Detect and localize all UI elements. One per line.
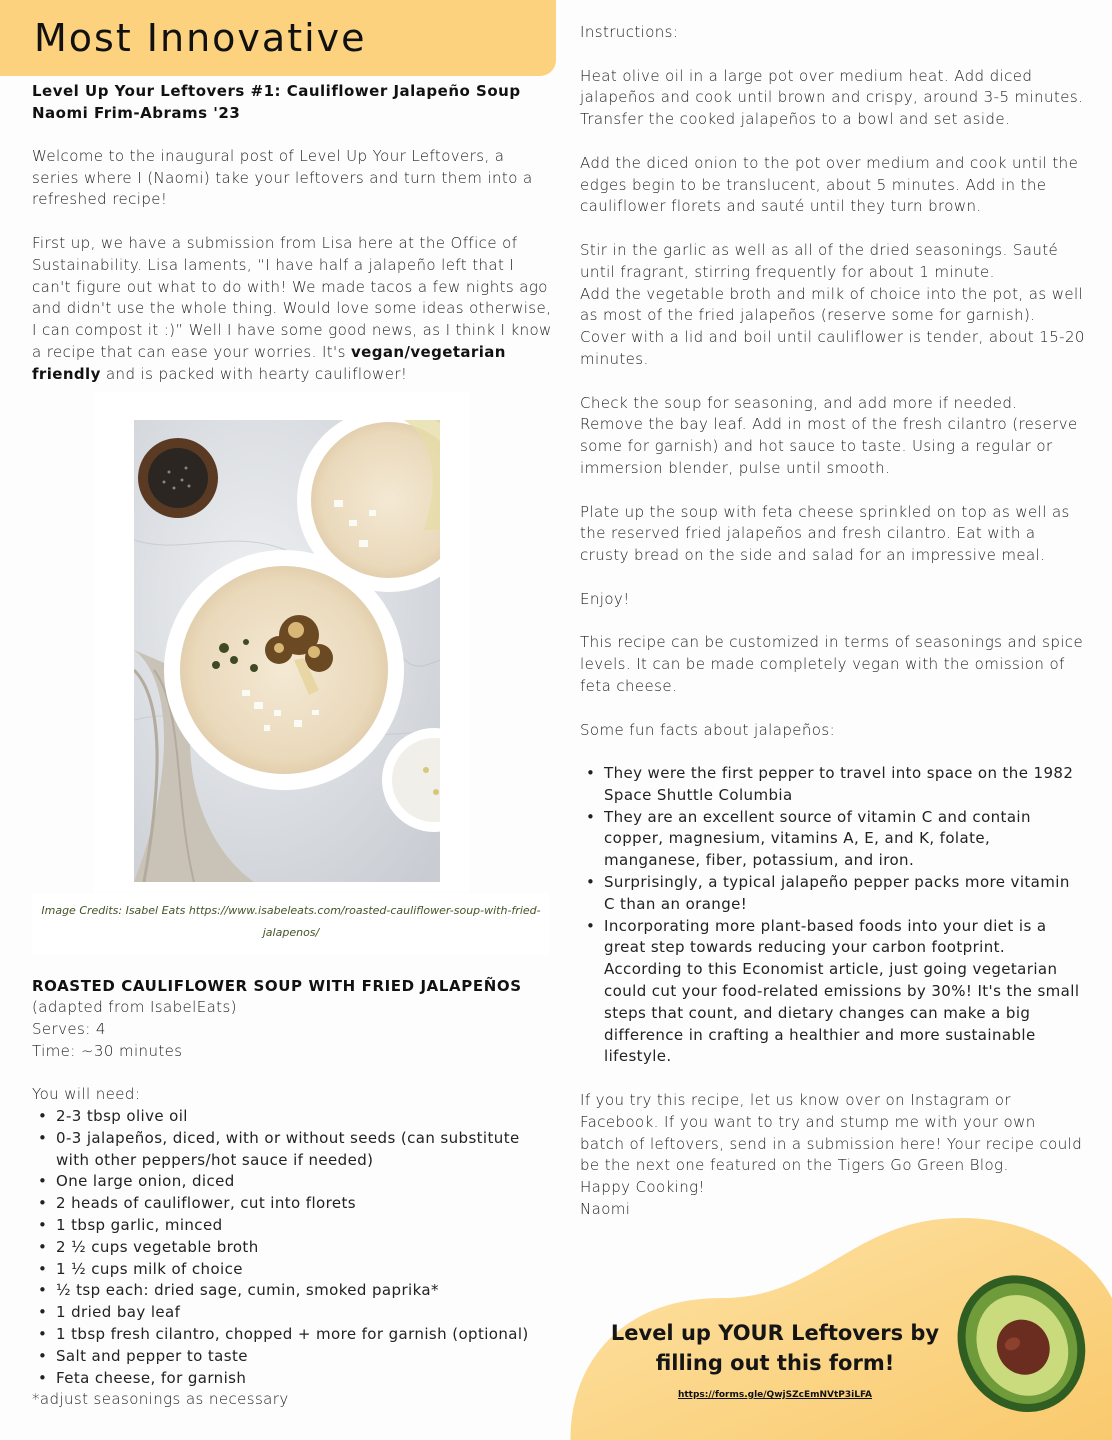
- facts-list: [580, 763, 1085, 1068]
- recipe-section: [32, 975, 557, 1411]
- intro-paragraph: Welcome to the inaugural post of Level Up Your Leftovers, a series where I (Naomi) take your leftovers and turn them into a refreshed recipe!: [32, 146, 533, 209]
- seasoning-note: *adjust seasonings as necessary: [32, 1390, 289, 1409]
- recipe-title: ROASTED CAULIFLOWER SOUP WITH FRIED JALAPEÑOS: [32, 977, 522, 995]
- recipe-time: Time: ~30 minutes: [32, 1041, 183, 1060]
- fact-item: • They were the first pepper to travel into space on the 1982 Space Shuttle Columbia: [580, 763, 1085, 807]
- ingredient-item: • 1 tbsp garlic, minced: [32, 1215, 557, 1237]
- enjoy-text: Enjoy!: [580, 589, 630, 608]
- happy-cooking: Happy Cooking!: [580, 1178, 705, 1197]
- facts-label: Some fun facts about jalapeños:: [580, 720, 836, 739]
- ingredient-item: • 1 tbsp fresh cilantro, chopped + more for garnish (optional): [32, 1324, 557, 1346]
- vegan-highlight: vegan/vegetarian friendly: [32, 342, 506, 383]
- ingredients-label: You will need:: [32, 1085, 141, 1104]
- submission-paragraph: [32, 233, 552, 386]
- cta-heading: [610, 1318, 940, 1378]
- form-link[interactable]: https://forms.gle/QwjSZcEmNVtP3iLFA: [677, 1390, 873, 1400]
- ingredient-item: • 2-3 tbsp olive oil: [32, 1106, 557, 1128]
- ingredient-item: • One large onion, diced: [32, 1171, 557, 1193]
- ingredient-list: [32, 1106, 557, 1389]
- fact-item: • They are an excellent source of vitamin C and contain copper, magnesium, vitamins A, E, and K, folate, manganese, fiber, potassium, and iron.: [580, 807, 1085, 872]
- soup-image-frame: [94, 392, 470, 892]
- fact-item: • Incorporating more plant-based foods into your diet is a great step towards reducing your carbon footprint. According to this Economist article, just going vegetarian could cut your food-related emissions by 30%! It's the small steps that count, and dietary changes can make a big difference in crafting a healthier and more sustainable lifestyle.: [580, 916, 1085, 1069]
- page-title: Most Innovative: [34, 16, 367, 60]
- ingredient-item: • Salt and pepper to taste: [32, 1346, 557, 1368]
- instruction-step: Plate up the soup with feta cheese sprinkled on top as well as the reserved fried jalapeños and fresh cilantro. Eat with a crusty bread on the side and salad for an impressive meal.: [580, 502, 1070, 565]
- recipe-serves: Serves: 4: [32, 1019, 106, 1038]
- soup-photo: [134, 420, 440, 882]
- recipe-adapted: (adapted from IsabelEats): [32, 998, 237, 1016]
- customize-paragraph: This recipe can be customized in terms of seasonings and spice levels. It can be made completely vegan with the omission of feta cheese.: [580, 633, 1084, 695]
- instruction-step: Stir in the garlic as well as all of the dried seasonings. Sauté until fragrant, stirring frequently for about 1 minute.: [580, 240, 1059, 281]
- instruction-step: Heat olive oil in a large pot over medium heat. Add diced jalapeños and cook until brown and crispy, around 3-5 minutes. Transfer the cooked jalapeños to a bowl and set aside.: [580, 66, 1084, 129]
- ingredient-item: • 0-3 jalapeños, diced, with or without seeds (can substitute with other peppers/hot sauce if needed): [32, 1128, 557, 1172]
- ingredient-item: • 2 heads of cauliflower, cut into florets: [32, 1193, 557, 1215]
- image-credit: Image Credits: Isabel Eats https://www.isabeleats.com/roasted-cauliflower-soup-with-fried-jalapenos/: [32, 893, 550, 955]
- instructions-section: [580, 22, 1085, 1221]
- fact-item: • Surprisingly, a typical jalapeño pepper packs more vitamin C than an orange!: [580, 872, 1085, 916]
- submission-text-end: and is packed with hearty cauliflower!: [105, 364, 408, 383]
- instruction-step: Add the vegetable broth and milk of choice into the pot, as well as most of the fried jalapeños (reserve some for garnish). Cover with a lid and boil until cauliflower is tender, about 15-20 minutes.: [580, 284, 1085, 368]
- instruction-step: Check the soup for seasoning, and add more if needed. Remove the bay leaf. Add in most of the fresh cilantro (reserve some for garnish) and hot sauce to taste. Using a regular or immersion blender, pulse until smooth.: [580, 393, 1078, 477]
- article-intro: [32, 80, 552, 386]
- cta-line-2: filling out this form!: [655, 1351, 895, 1375]
- closing-paragraph: If you try this recipe, let us know over on Instagram or Facebook. If you want to try and stump me with your own batch of leftovers, send in a submission here! Your recipe could be the next one featured on the Tigers Go Green Blog.: [580, 1091, 1083, 1175]
- cta-line-1: Level up YOUR Leftovers by: [610, 1321, 940, 1345]
- submission-text: First up, we have a submission from Lisa here at the Office of Sustainability. Lisa laments, “I have half a jalapeño left that I can't figure out what to do with! We made tacos a few nights ago and didn't use the whole thing. Would love some ideas otherwise, I can compost it :)” Well I have some good news, as I think I know a recipe that can ease your worries. It's: [32, 233, 552, 361]
- article-title: Level Up Your Leftovers #1: Cauliflower Jalapeño Soup: [32, 82, 521, 100]
- ingredient-item: • Feta cheese, for garnish: [32, 1368, 557, 1390]
- instruction-step: Add the diced onion to the pot over medium and cook until the edges begin to be translucent, about 5 minutes. Add in the cauliflower florets and sauté until they turn brown.: [580, 153, 1079, 216]
- ingredient-item: • 1 dried bay leaf: [32, 1302, 557, 1324]
- ingredient-item: • 2 ½ cups vegetable broth: [32, 1237, 557, 1259]
- avocado-icon: [940, 1266, 1100, 1416]
- article-author: Naomi Frim-Abrams '23: [32, 104, 241, 122]
- ingredient-item: • ½ tsp each: dried sage, cumin, smoked paprika*: [32, 1280, 557, 1302]
- ingredient-item: • 1 ½ cups milk of choice: [32, 1259, 557, 1281]
- instructions-label: Instructions:: [580, 23, 679, 41]
- signature: Naomi: [580, 1200, 631, 1219]
